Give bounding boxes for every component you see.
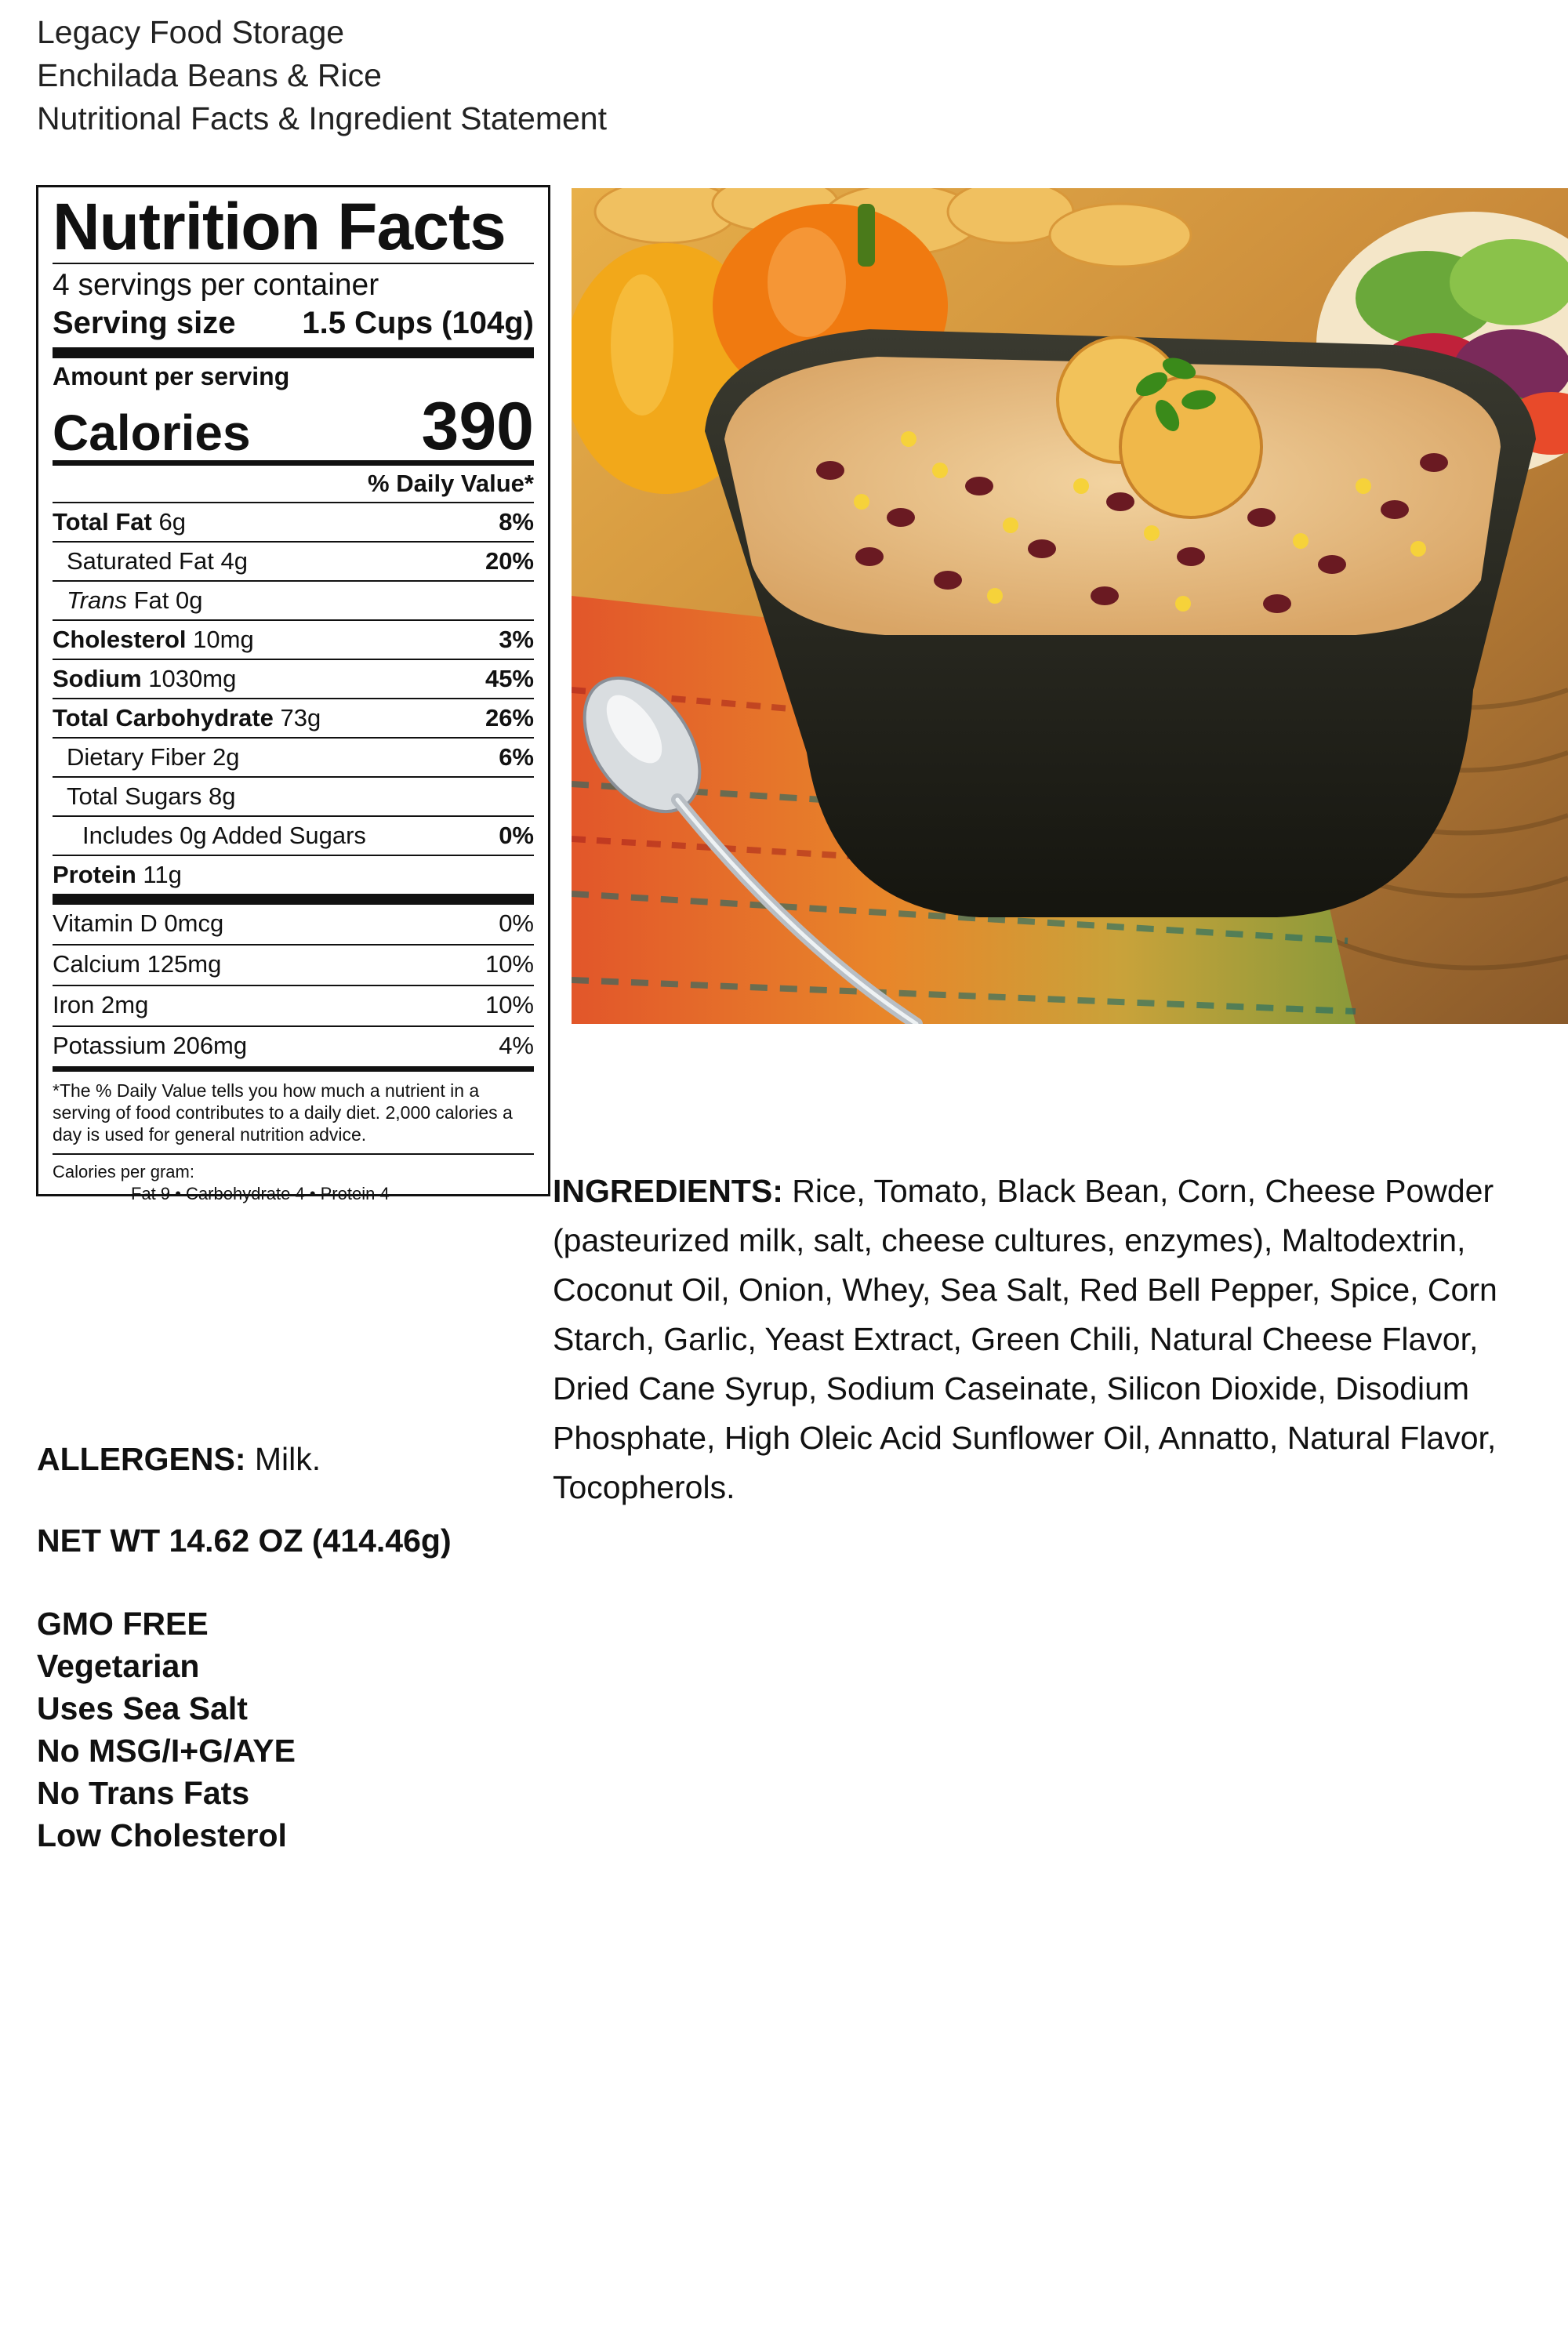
ingredients-text: Rice, Tomato, Black Bean, Corn, Cheese Powder (pasteurized milk, salt, cheese cultures, enzymes), Maltodextrin, Coconut Oil, Onion, Whey, Sea Salt, Red Bell Pepper, Spice, Corn Starch, Garlic, Yeast Extract, Green Chili, Natural Cheese Flavor, Dried Cane Syrup, Sodium Caseinate, Silicon Dioxide, Disodium Phosphate, High Oleic Acid Sunflower Oil, Annatto, Natural Flavor, Tocopherols. — [553, 1173, 1497, 1505]
document-header — [37, 11, 607, 140]
amount-per-serving: Amount per serving — [53, 362, 290, 390]
document-subtitle: Nutritional Facts & Ingredient Statement — [37, 100, 607, 136]
daily-value-footnote: *The % Daily Value tells you how much a nutrient in a serving of food contributes to a daily diet. 2,000 calories a day is used for general nutrition advice. — [53, 1080, 513, 1145]
serving-size — [53, 303, 534, 343]
calories-row — [53, 389, 534, 464]
nutrient-row-protein: Protein 11g — [53, 855, 534, 894]
claim-item: GMO FREE — [37, 1606, 209, 1642]
brand-name: Legacy Food Storage — [37, 14, 345, 50]
ingredients-label: INGREDIENTS: — [553, 1173, 783, 1209]
claim-item: No Trans Fats — [37, 1775, 250, 1811]
nutrition-facts-title: Nutrition Facts — [53, 190, 506, 263]
product-name: Enchilada Beans & Rice — [37, 57, 382, 93]
nutrient-row-dietary-fiber: Dietary Fiber 2g 6% — [53, 737, 534, 776]
allergens-statement — [37, 1438, 321, 1481]
vitamins-minerals — [53, 905, 534, 1066]
servings-per-container: 4 servings per container — [53, 268, 379, 302]
nutrient-row-cholesterol: Cholesterol 10mg 3% — [53, 619, 534, 659]
claim-item: Low Cholesterol — [37, 1817, 287, 1853]
claim-item: No MSG/I+G/AYE — [37, 1733, 296, 1769]
claim-item: Vegetarian — [37, 1648, 200, 1684]
nutrient-row-trans-fat: Trans Fat 0g — [53, 580, 534, 619]
nutrient-row-saturated-fat: Saturated Fat 4g 20% — [53, 541, 534, 580]
serving-size-value: 1.5 Cups (104g) — [302, 306, 534, 340]
nutrient-row-total-carbohydrate: Total Carbohydrate 73g 26% — [53, 698, 534, 737]
calories-value: 390 — [421, 389, 534, 464]
net-weight: NET WT 14.62 OZ (414.46g) — [37, 1523, 452, 1559]
vitamin-row-iron: Iron 2mg 10% — [53, 985, 534, 1025]
product-claims — [37, 1602, 296, 1857]
calories-per-gram: Calories per gram: Fat 9 • Carbohydrate 4 • Protein 4 — [53, 1153, 534, 1205]
nutrient-row-total-fat: Total Fat 6g 8% — [53, 502, 534, 541]
claim-item: Uses Sea Salt — [37, 1690, 248, 1726]
allergens-text: Milk. — [254, 1441, 321, 1477]
nutrient-row-sodium: Sodium 1030mg 45% — [53, 659, 534, 698]
nutrient-row-added-sugars: Includes 0g Added Sugars 0% — [53, 815, 534, 855]
serving-size-label: Serving size — [53, 306, 236, 340]
calories-label: Calories — [53, 405, 251, 461]
allergens-label: ALLERGENS: — [37, 1441, 246, 1477]
product-photo — [572, 188, 1568, 1024]
vitamin-row-vitamin-d: Vitamin D 0mcg 0% — [53, 909, 534, 937]
daily-value-header: % Daily Value* — [368, 470, 534, 497]
vitamin-row-potassium: Potassium 206mg 4% — [53, 1025, 534, 1066]
nutrient-row-total-sugars: Total Sugars 8g — [53, 776, 534, 815]
vitamin-row-calcium: Calcium 125mg 10% — [53, 944, 534, 985]
nutrition-facts-panel — [36, 185, 550, 1203]
